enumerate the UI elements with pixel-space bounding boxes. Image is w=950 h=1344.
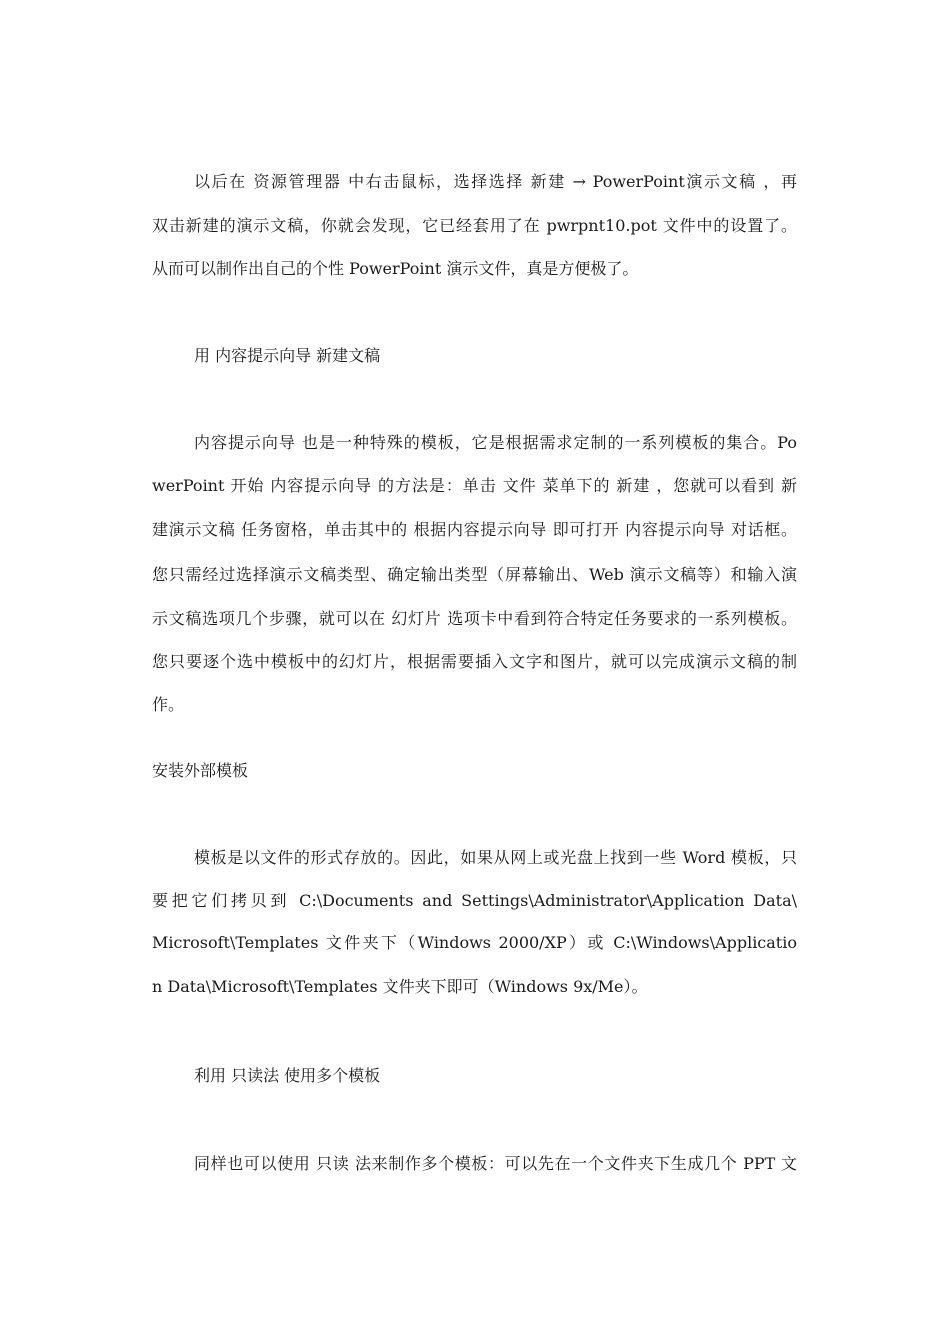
paragraph-3-line-3: Microsoft\Templates 文件夹下（Windows 2000/XP）或 C:\Windows\Applicatio [152, 933, 797, 952]
paragraph-3-line-2: 要把它们拷贝到 C:\Documents and Settings\Administrator\Application Data\ [152, 891, 797, 910]
paragraph-1-line-1: 以后在 资源管理器 中右击鼠标，选择选择 新建 → PowerPoint演示文稿 ，再 [194, 172, 797, 191]
paragraph-3-line-4: n Data\Microsoft\Templates 文件夹下即可（Windows 9x/Me）。 [152, 977, 648, 996]
paragraph-2-line-7: 作。 [152, 695, 185, 714]
paragraph-2-line-5: 示文稿选项几个步骤，就可以在 幻灯片 选项卡中看到符合特定任务要求的一系列模板。 [152, 609, 797, 628]
paragraph-2-line-3: 建演示文稿 任务窗格，单击其中的 根据内容提示向导 即可打开 内容提示向导 对话框。 [152, 520, 797, 539]
paragraph-2-line-4: 您只需经过选择演示文稿类型、确定输出类型（屏幕输出、Web 演示文稿等）和输入演 [152, 565, 797, 584]
paragraph-1-line-2: 双击新建的演示文稿，你就会发现，它已经套用了在 pwrpnt10.pot 文件中的设置了。 [152, 216, 797, 235]
section-heading-install-templates: 安装外部模板 [152, 761, 249, 780]
section-heading-content-wizard: 用 内容提示向导 新建文稿 [194, 346, 381, 365]
paragraph-2-line-2: werPoint 开始 内容提示向导 的方法是：单击 文件 菜单下的 新建 ，您就可以看到 新 [152, 476, 797, 495]
paragraph-2-line-1: 内容提示向导 也是一种特殊的模板，它是根据需求定制的一系列模板的集合。Po [194, 433, 797, 452]
paragraph-3-line-1: 模板是以文件的形式存放的。因此，如果从网上或光盘上找到一些 Word 模板，只 [194, 848, 797, 867]
paragraph-1-line-3: 从而可以制作出自己的个性 PowerPoint 演示文件，真是方便极了。 [152, 259, 639, 278]
paragraph-4-line-1: 同样也可以使用 只读 法来制作多个模板：可以先在一个文件夹下生成几个 PPT 文 [194, 1154, 797, 1173]
section-heading-read-only-method: 利用 只读法 使用多个模板 [194, 1066, 381, 1085]
paragraph-2-line-6: 您只要逐个选中模板中的幻灯片，根据需要插入文字和图片，就可以完成演示文稿的制 [152, 652, 797, 671]
